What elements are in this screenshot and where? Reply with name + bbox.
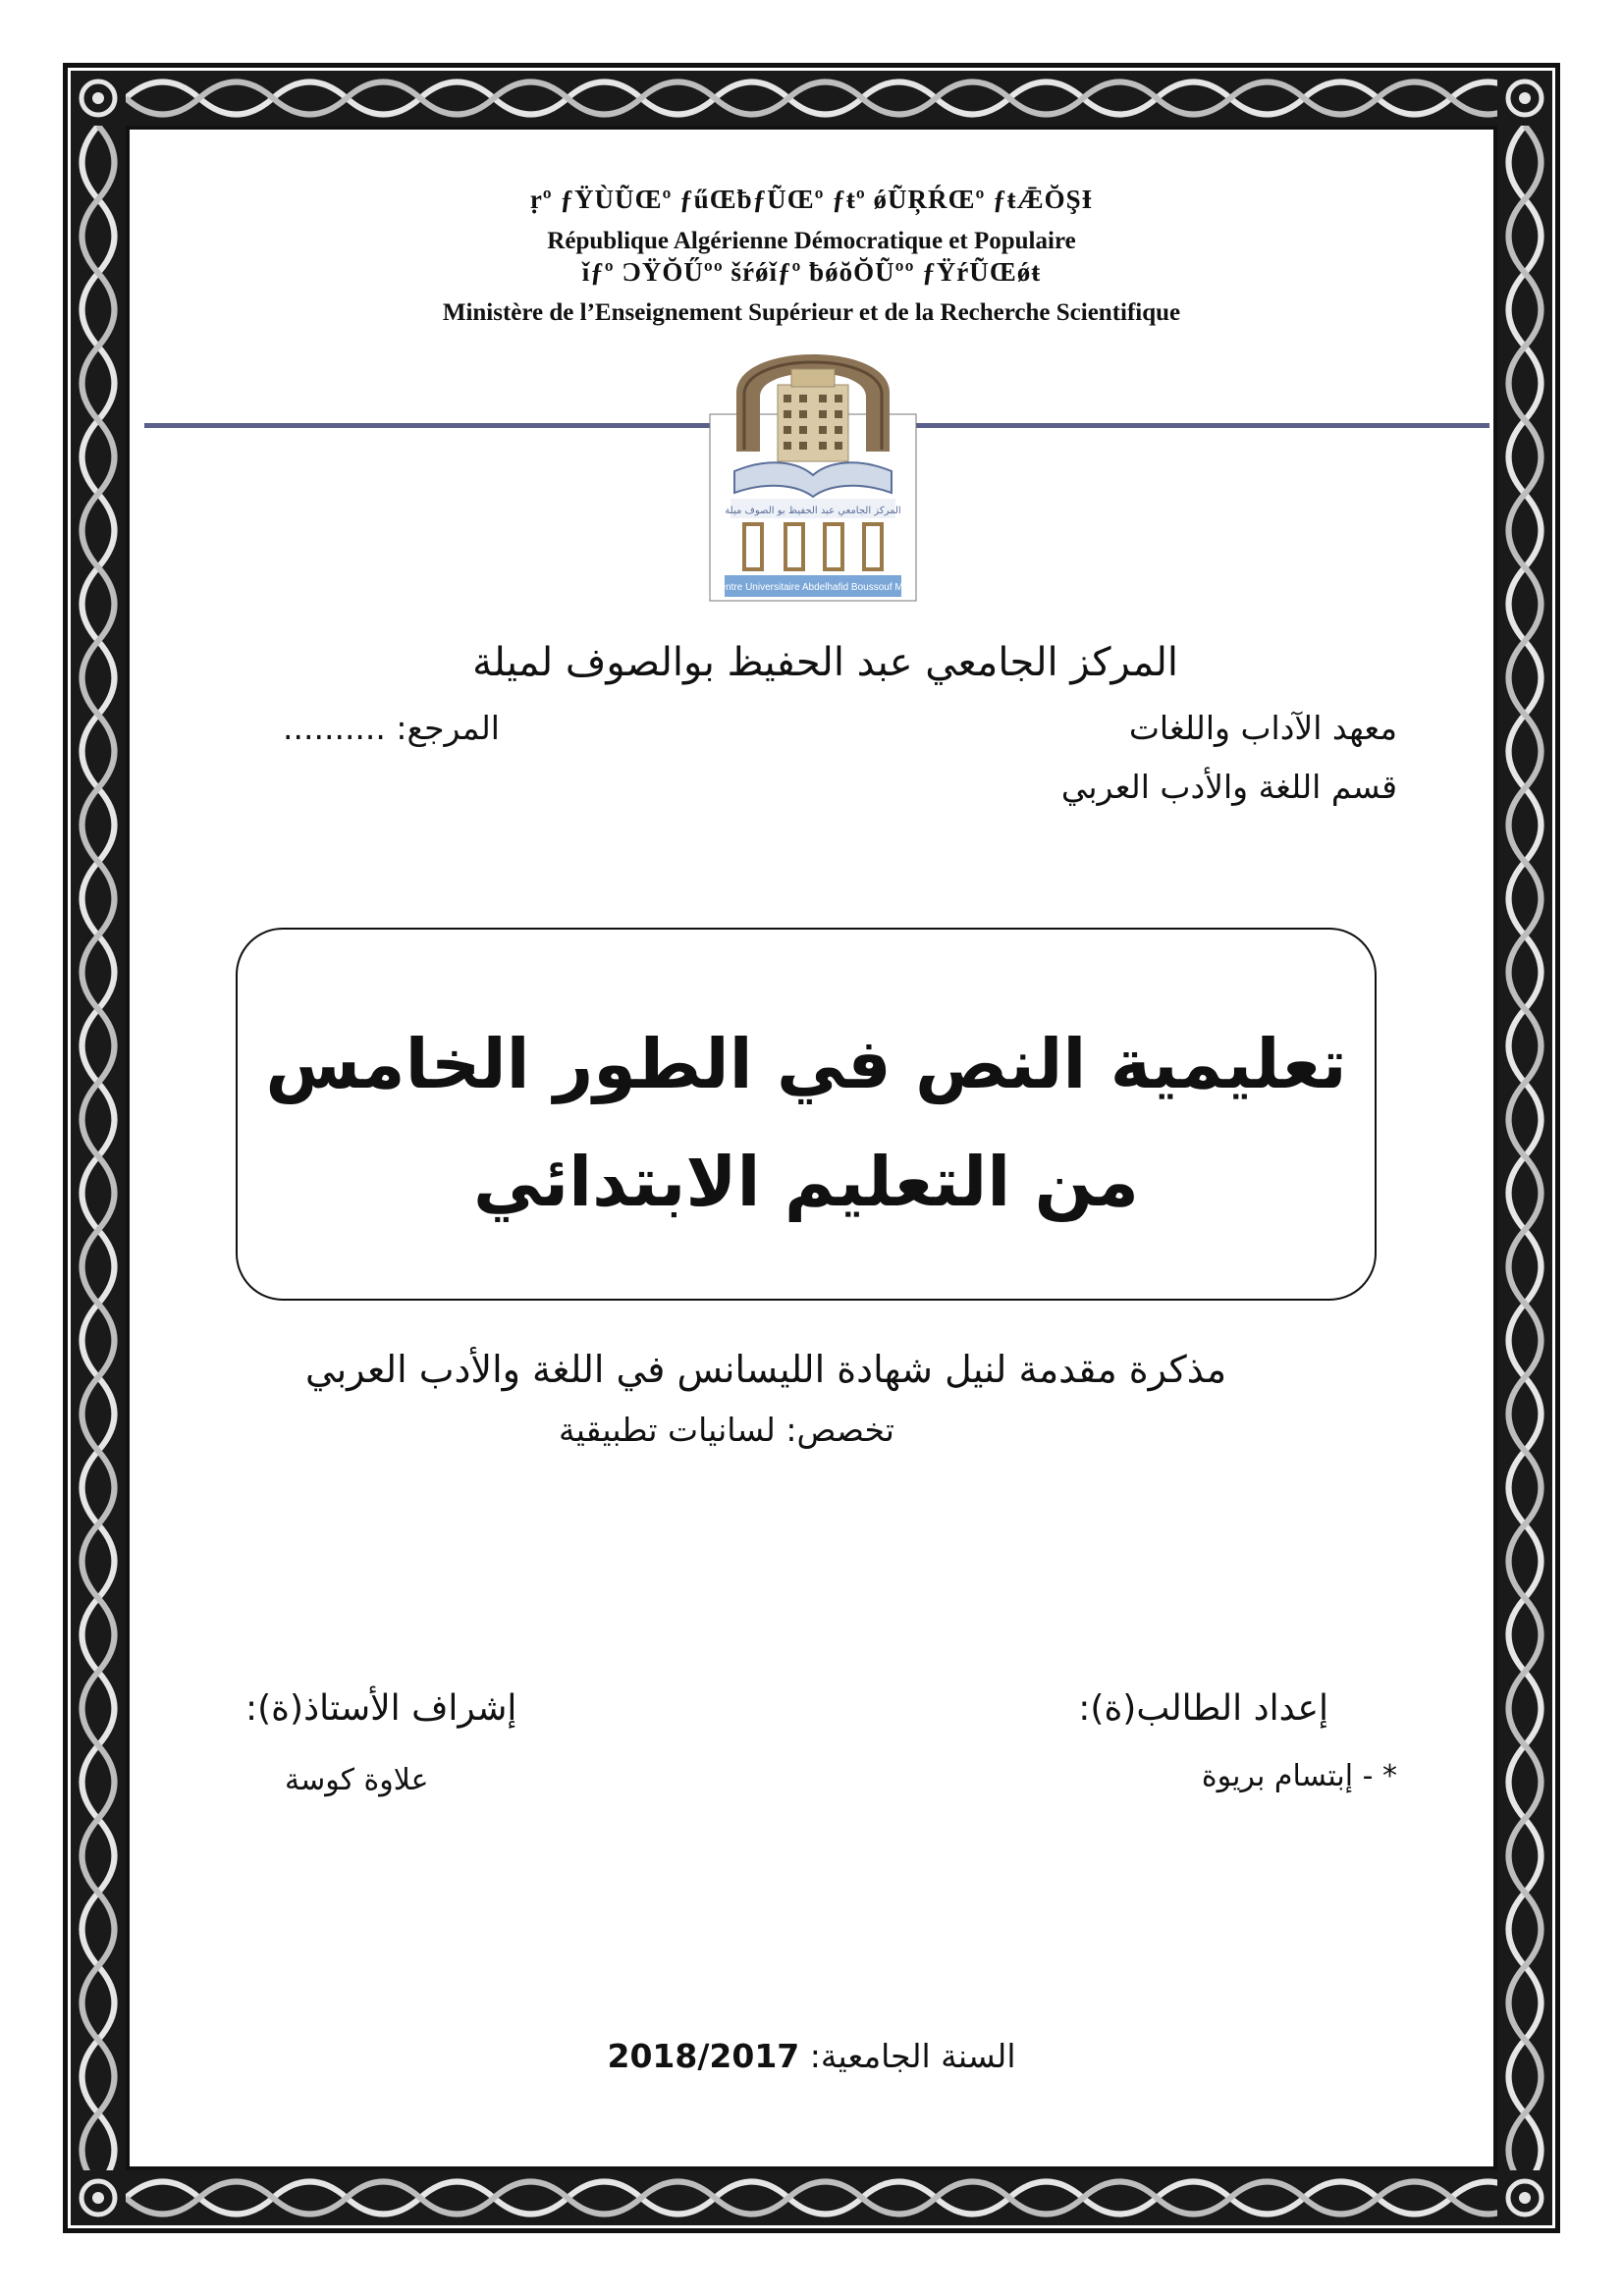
frame-corner-ornament — [71, 71, 126, 126]
header-french-republic: République Algérienne Démocratique et Populaire — [547, 228, 1076, 254]
logo-arabic-band: المركز الجامعي عبد الحفيظ بو الصوف ميلة — [725, 506, 901, 516]
academic-year — [0, 2037, 1623, 2075]
title-box — [236, 928, 1377, 1301]
student-entry — [1202, 1759, 1397, 1793]
frame-chain-right — [1497, 126, 1552, 2170]
logo-caption: Centre Universitaire Abdelhafid Boussouf Mila — [713, 582, 913, 593]
center-name: المركز الجامعي عبد الحفيظ بوالصوف لميلة — [472, 640, 1178, 685]
memo-specialty: تخصص: لسانيات تطبيقية — [559, 1411, 894, 1449]
frame-corner-ornament — [1497, 2170, 1552, 2225]
department-name: قسم اللغة والأدب العربي — [1060, 768, 1397, 806]
header-arabic-republic: ṛº ƒŸÙŨŒº ƒűŒƀƒŨŒº ƒŧº ǿŨŖŔŒº ƒŧǢŎŞƗ — [529, 185, 1094, 214]
header-rule-right — [914, 423, 1489, 428]
header-rule-left — [144, 423, 712, 428]
academic-year-value: 2018/2017 — [607, 2037, 800, 2075]
memo-description: مذكرة مقدمة لنيل شهادة الليسانس في اللغة والأدب العربي — [304, 1348, 1227, 1391]
student-bullet: * - — [1362, 1759, 1397, 1793]
header-arabic-ministry: ǐƒº ƆŸŎŰºº šŕǿǐƒº ƀǿŏŎŨºº ƒŸŕŨŒǿŧ — [581, 257, 1042, 287]
frame-chain-left — [71, 126, 126, 2170]
reference-field: المرجع: .......... — [283, 709, 500, 747]
frame-corner-ornament — [1497, 71, 1552, 126]
student-name: إبتسام بريوة — [1201, 1759, 1354, 1793]
supervisor-label: إشراف الأستاذ(ة): — [245, 1688, 517, 1729]
title-line-2: من التعليم الابتدائي — [473, 1142, 1139, 1222]
academic-year-label: السنة الجامعية: — [809, 2037, 1016, 2075]
frame-chain-bottom — [126, 2170, 1497, 2225]
prepared-by-label: إعداد الطالب(ة): — [1078, 1688, 1328, 1729]
supervisor-name: علاوة كوسة — [285, 1763, 429, 1797]
frame-corner-ornament — [71, 2170, 126, 2225]
university-building-logo — [709, 324, 917, 603]
title-line-1: تعليمية النص في الطور الخامس — [265, 1024, 1347, 1104]
header-french-ministry: Ministère de l’Enseignement Supérieur et de la Recherche Scientifique — [442, 299, 1181, 326]
institute-name: معهد الآداب واللغات — [1128, 709, 1397, 747]
frame-chain-top — [126, 71, 1497, 126]
